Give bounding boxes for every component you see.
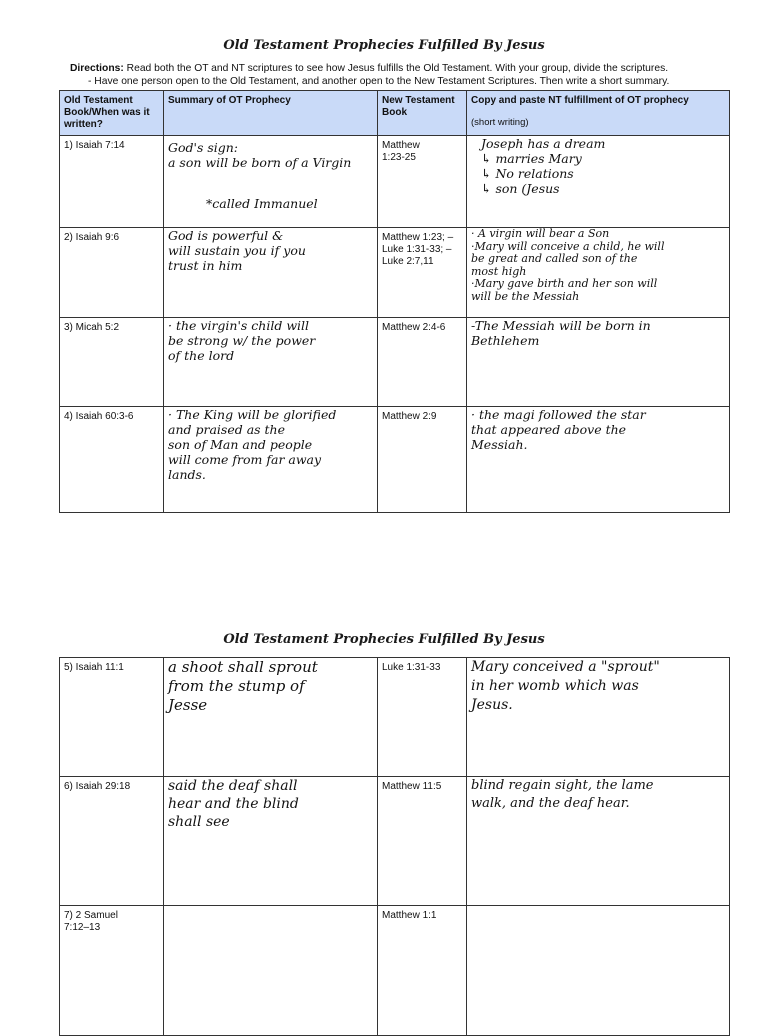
header-fulfillment-label: Copy and paste NT fulfillment of OT prophecy bbox=[471, 95, 689, 106]
page-title: Old Testament Prophecies Fulfilled By Jesus bbox=[223, 38, 545, 53]
nt-reference: Matthew 2:9 bbox=[378, 407, 467, 513]
directions-label: Directions: bbox=[70, 63, 124, 74]
fulfillment-text: Mary conceived a "sprout" in her womb which was Jesus. bbox=[467, 658, 730, 777]
nt-reference: Matthew 1:23-25 bbox=[378, 136, 467, 228]
summary-text: God's sign: a son will be born of a Virgin bbox=[168, 140, 352, 170]
ot-reference: 3) Micah 5:2 bbox=[60, 318, 164, 407]
nt-reference: Matthew 1:1 bbox=[378, 906, 467, 1036]
header-fulfillment bbox=[467, 91, 730, 136]
prophecy-table-2 bbox=[59, 657, 730, 1036]
nt-reference: Matthew 1:23; – Luke 1:31-33; – Luke 2:7,11 bbox=[378, 228, 467, 318]
table-row bbox=[60, 318, 730, 407]
table-row bbox=[60, 906, 730, 1036]
table-row bbox=[60, 777, 730, 906]
table-header-row bbox=[60, 91, 730, 136]
summary-text bbox=[164, 906, 378, 1036]
fulfillment-text: Joseph has a dream ↳ marries Mary ↳ No relations ↳ son (Jesus bbox=[467, 136, 730, 228]
directions-text: Read both the OT and NT scriptures to see how Jesus fulfills the Old Testament. With your group, divide the scriptures. bbox=[123, 63, 669, 74]
summary-text: a shoot shall sprout from the stump of Jesse bbox=[164, 658, 378, 777]
header-fulfillment-sub: (short writing) bbox=[471, 117, 529, 128]
header-nt-book: New Testament Book bbox=[378, 91, 467, 136]
ot-reference: 5) Isaiah 11:1 bbox=[60, 658, 164, 777]
nt-reference: Luke 1:31-33 bbox=[378, 658, 467, 777]
fulfillment-text: blind regain sight, the lame walk, and the deaf hear. bbox=[467, 777, 730, 906]
ot-reference: 2) Isaiah 9:6 bbox=[60, 228, 164, 318]
table-row bbox=[60, 407, 730, 513]
summary-text: · The King will be glorified and praised as the son of Man and people will come from far away lands. bbox=[164, 407, 378, 513]
table-row bbox=[60, 228, 730, 318]
prophecy-table-1 bbox=[59, 90, 730, 513]
header-summary: Summary of OT Prophecy bbox=[164, 91, 378, 136]
summary-text: God is powerful & will sustain you if you trust in him bbox=[164, 228, 378, 318]
summary-note: *called Immanuel bbox=[206, 196, 318, 211]
table-row bbox=[60, 658, 730, 777]
ot-reference: 7) 2 Samuel 7:12–13 bbox=[60, 906, 164, 1036]
summary-cell bbox=[164, 136, 378, 228]
nt-reference: Matthew 11:5 bbox=[378, 777, 467, 906]
directions-bullet: - Have one person open to the Old Testament, and another open to the New Testament Scriptures. Then write a short summary. bbox=[88, 76, 670, 87]
ot-reference: 1) Isaiah 7:14 bbox=[60, 136, 164, 228]
table-row bbox=[60, 136, 730, 228]
directions bbox=[70, 62, 730, 88]
summary-text: said the deaf shall hear and the blind shall see bbox=[164, 777, 378, 906]
fulfillment-text bbox=[467, 906, 730, 1036]
page-title-repeat: Old Testament Prophecies Fulfilled By Jesus bbox=[223, 632, 545, 647]
fulfillment-text: · A virgin will bear a Son ·Mary will conceive a child, he will be great and called son of the most high ·Mary gave birth and her son will will be the Messiah bbox=[467, 228, 730, 318]
fulfillment-text: · the magi followed the star that appeared above the Messiah. bbox=[467, 407, 730, 513]
header-ot-book: Old Testament Book/When was it written? bbox=[60, 91, 164, 136]
fulfillment-text: -The Messiah will be born in Bethlehem bbox=[467, 318, 730, 407]
summary-text: · the virgin's child will be strong w/ the power of the lord bbox=[164, 318, 378, 407]
ot-reference: 4) Isaiah 60:3-6 bbox=[60, 407, 164, 513]
ot-reference: 6) Isaiah 29:18 bbox=[60, 777, 164, 906]
nt-reference: Matthew 2:4-6 bbox=[378, 318, 467, 407]
